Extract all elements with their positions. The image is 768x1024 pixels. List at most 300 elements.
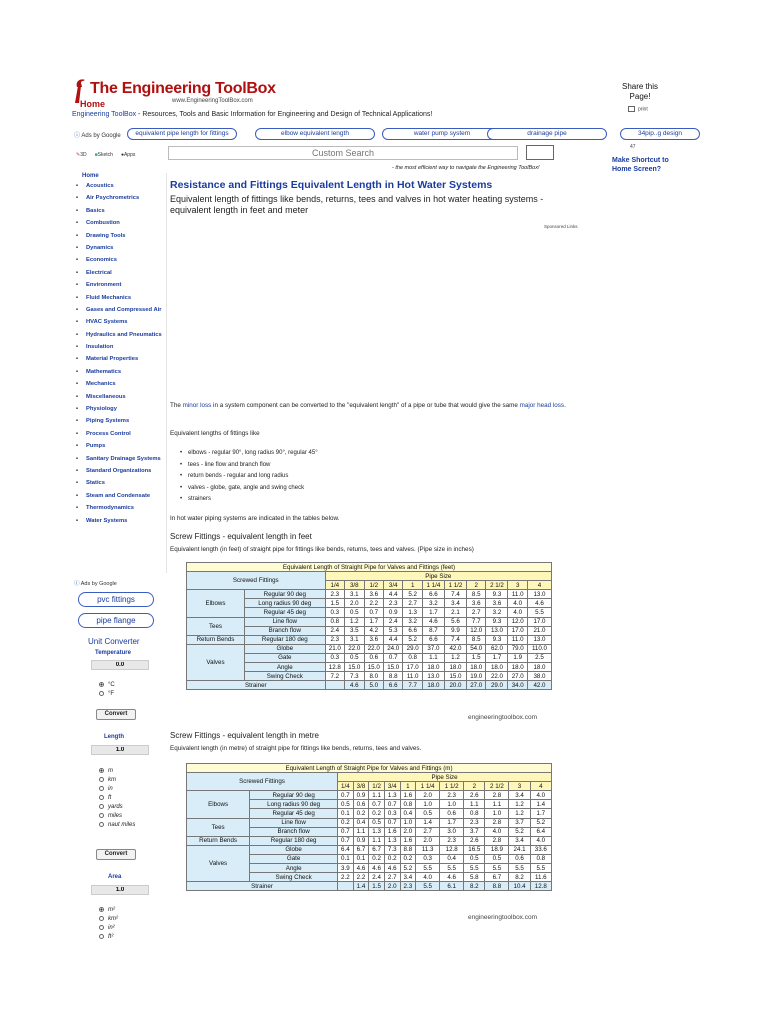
value-cell: 2.1 bbox=[444, 608, 466, 617]
sidebar-item[interactable]: • Gases and Compressed Air bbox=[76, 307, 166, 314]
value-cell: 4.0 bbox=[508, 608, 527, 617]
table-caption-row bbox=[187, 764, 552, 773]
value-cell: 1.5 bbox=[466, 653, 485, 662]
value-cell: 5.2 bbox=[403, 635, 422, 644]
pipe-size-cell: 1 1/4 bbox=[422, 581, 444, 590]
sidebar-item[interactable]: • Thermodynamics bbox=[76, 505, 166, 512]
value-cell: 15.0 bbox=[444, 672, 466, 681]
fitting-name-cell: Regular 90 deg bbox=[244, 590, 325, 599]
table-header-row bbox=[187, 773, 552, 782]
value-cell: 12.0 bbox=[466, 626, 485, 635]
value-cell: 7.2 bbox=[325, 672, 344, 681]
value-cell: 3.7 bbox=[509, 818, 530, 827]
value-cell: 2.3 bbox=[383, 599, 402, 608]
table-caption-row bbox=[187, 563, 552, 572]
value-cell: 12.0 bbox=[508, 617, 527, 626]
value-cell: 3.2 bbox=[403, 617, 422, 626]
value-cell: 3.1 bbox=[345, 635, 364, 644]
length-option-naut-miles[interactable]: naut miles bbox=[99, 821, 135, 830]
length-option-yards[interactable]: yards bbox=[99, 803, 135, 812]
value-cell: 6.7 bbox=[485, 873, 509, 882]
value-cell: 0.7 bbox=[384, 800, 400, 809]
table-row bbox=[187, 681, 552, 690]
value-cell: 2.8 bbox=[485, 818, 509, 827]
sidebar-item[interactable]: • Mathematics bbox=[76, 369, 166, 376]
sidebar-nav bbox=[76, 173, 166, 530]
sidebar-item[interactable]: • Miscellaneous bbox=[76, 394, 166, 401]
sidebar-item[interactable]: • Combustion bbox=[76, 220, 166, 227]
value-cell: 6.6 bbox=[422, 590, 444, 599]
table-row bbox=[187, 836, 552, 845]
value-cell: 20.0 bbox=[444, 681, 466, 690]
length-option-ft[interactable]: ft bbox=[99, 794, 135, 803]
value-cell: 1.1 bbox=[369, 836, 385, 845]
value-cell: 6.7 bbox=[353, 845, 369, 854]
value-cell: 8.8 bbox=[383, 672, 402, 681]
value-cell: 0.5 bbox=[345, 608, 364, 617]
value-cell: 12.8 bbox=[325, 663, 344, 672]
temperature-input[interactable] bbox=[91, 660, 149, 670]
sidebar-item[interactable]: • Material Properties bbox=[76, 356, 166, 363]
table-row bbox=[187, 644, 552, 653]
sidebar-item[interactable]: • Mechanics bbox=[76, 381, 166, 388]
value-cell: 0.9 bbox=[383, 608, 402, 617]
value-cell: 0.2 bbox=[384, 854, 400, 863]
value-cell: 4.4 bbox=[383, 590, 402, 599]
value-cell: 0.3 bbox=[325, 608, 344, 617]
sidebar-item[interactable]: • Dynamics bbox=[76, 245, 166, 252]
value-cell: 79.0 bbox=[508, 644, 527, 653]
value-cell: 0.5 bbox=[338, 800, 354, 809]
sidebar-item[interactable]: • Basics bbox=[76, 208, 166, 215]
fitting-name-cell: Long radius 90 deg bbox=[250, 800, 338, 809]
major-head-loss-link[interactable]: major head loss bbox=[519, 402, 565, 409]
value-cell: 0.4 bbox=[440, 854, 464, 863]
value-cell: 4.6 bbox=[384, 864, 400, 873]
value-cell: 17.0 bbox=[527, 617, 551, 626]
fitting-name-cell: Regular 90 deg bbox=[250, 791, 338, 800]
value-cell: 4.6 bbox=[440, 873, 464, 882]
ads-by-google-sidebar: ⓘ Ads by Google bbox=[74, 581, 117, 587]
pipe-size-cell: 3 bbox=[509, 782, 530, 791]
sidebar-item[interactable]: • Process Control bbox=[76, 431, 166, 438]
value-cell: 1.7 bbox=[486, 653, 508, 662]
value-cell: 2.4 bbox=[383, 617, 402, 626]
value-cell: 2.6 bbox=[464, 791, 485, 800]
value-cell: 13.0 bbox=[486, 626, 508, 635]
ad-pill-2[interactable]: elbow equivalent length bbox=[255, 128, 375, 140]
value-cell: 8.7 bbox=[422, 626, 444, 635]
value-cell: 2.2 bbox=[338, 873, 354, 882]
info-icon: ⓘ bbox=[74, 133, 81, 139]
value-cell: 3.6 bbox=[364, 590, 383, 599]
value-cell: 19.0 bbox=[466, 672, 485, 681]
fitting-group-cell: Tees bbox=[187, 818, 250, 836]
value-cell: 1.6 bbox=[400, 791, 416, 800]
value-cell: 8.5 bbox=[466, 590, 485, 599]
value-cell: 15.0 bbox=[383, 663, 402, 672]
print-label[interactable]: print bbox=[638, 106, 648, 113]
value-cell: 1.1 bbox=[353, 827, 369, 836]
value-cell: 4.6 bbox=[353, 864, 369, 873]
value-cell: 16.5 bbox=[464, 845, 485, 854]
value-cell: 0.6 bbox=[509, 854, 530, 863]
value-cell: 4.4 bbox=[383, 635, 402, 644]
value-cell: 2.7 bbox=[403, 599, 422, 608]
page-title: Resistance and Fittings Equivalent Length in Hot Water Systems bbox=[170, 179, 493, 191]
value-cell: 8.2 bbox=[509, 873, 530, 882]
fitting-group-cell: Return Bends bbox=[187, 635, 245, 644]
fitting-name-cell: Regular 45 deg bbox=[244, 608, 325, 617]
ad-pill-3[interactable]: water pump system bbox=[382, 128, 502, 140]
metre-table-credit[interactable]: engineeringtoolbox.com bbox=[468, 914, 538, 921]
info-icon: ⓘ bbox=[74, 581, 80, 587]
value-cell: 5.5 bbox=[530, 864, 551, 873]
value-cell: 18.0 bbox=[422, 663, 444, 672]
value-cell: 2.3 bbox=[440, 836, 464, 845]
value-cell: 17.0 bbox=[403, 663, 422, 672]
value-cell: 5.5 bbox=[464, 864, 485, 873]
value-cell: 1.1 bbox=[369, 791, 385, 800]
value-cell: 3.6 bbox=[486, 599, 508, 608]
sidebar-item[interactable]: • Fluid Mechanics bbox=[76, 295, 166, 302]
value-cell: 2.0 bbox=[345, 599, 364, 608]
print-share-widget[interactable] bbox=[628, 106, 648, 112]
value-cell: 9.3 bbox=[486, 635, 508, 644]
value-cell: 3.4 bbox=[400, 873, 416, 882]
value-cell: 2.3 bbox=[400, 882, 416, 891]
area-option-ft2[interactable]: ft² bbox=[99, 933, 118, 942]
temperature-label: Temperature bbox=[95, 650, 131, 656]
value-cell: 1.3 bbox=[384, 791, 400, 800]
ad-pill-4[interactable]: drainage pipe bbox=[487, 128, 607, 140]
value-cell: 0.7 bbox=[364, 608, 383, 617]
fitting-name-cell: Regular 180 deg bbox=[250, 836, 338, 845]
value-cell: 13.0 bbox=[527, 635, 551, 644]
value-cell: 7.3 bbox=[345, 672, 364, 681]
value-cell: 10.4 bbox=[509, 882, 530, 891]
value-cell: 8.0 bbox=[364, 672, 383, 681]
value-cell: 3.4 bbox=[509, 791, 530, 800]
value-cell: 2.7 bbox=[384, 873, 400, 882]
ad-pill-5[interactable]: 34pip..g design bbox=[620, 128, 700, 140]
value-cell: 2.3 bbox=[440, 791, 464, 800]
value-cell: 0.5 bbox=[464, 854, 485, 863]
fitting-group-cell: Valves bbox=[187, 845, 250, 881]
value-cell: 11.0 bbox=[403, 672, 422, 681]
value-cell: 2.0 bbox=[400, 827, 416, 836]
value-cell: 0.8 bbox=[530, 854, 551, 863]
sidebar-item[interactable]: • Electrical bbox=[76, 270, 166, 277]
value-cell: 1.2 bbox=[444, 653, 466, 662]
value-cell: 54.0 bbox=[466, 644, 485, 653]
sidebar-item[interactable]: • Physiology bbox=[76, 406, 166, 413]
sidebar-item[interactable]: • Acoustics bbox=[76, 183, 166, 190]
value-cell: 5.5 bbox=[509, 864, 530, 873]
metre-equivalent-length-table bbox=[186, 763, 552, 891]
value-cell: 3.4 bbox=[509, 836, 530, 845]
tagline-link[interactable]: Engineering ToolBox bbox=[72, 111, 137, 118]
value-cell: 18.0 bbox=[508, 663, 527, 672]
pipe-size-cell: 1 bbox=[400, 782, 416, 791]
table-row bbox=[187, 617, 552, 626]
value-cell: 1.7 bbox=[530, 809, 551, 818]
value-cell: 13.0 bbox=[422, 672, 444, 681]
length-option-in[interactable]: in bbox=[99, 785, 135, 794]
value-cell: 3.9 bbox=[338, 864, 354, 873]
value-cell: 22.0 bbox=[364, 644, 383, 653]
bullet-item: • strainers bbox=[180, 494, 318, 506]
value-cell: 4.0 bbox=[485, 827, 509, 836]
area-option-in2[interactable]: in² bbox=[99, 924, 118, 933]
value-cell: 62.0 bbox=[486, 644, 508, 653]
length-options bbox=[99, 767, 135, 830]
value-cell: 1.3 bbox=[369, 827, 385, 836]
value-cell bbox=[325, 681, 344, 690]
value-cell: 15.0 bbox=[364, 663, 383, 672]
value-cell: 2.0 bbox=[384, 882, 400, 891]
value-cell: 0.8 bbox=[400, 800, 416, 809]
value-cell: 38.0 bbox=[527, 672, 551, 681]
intro-paragraph: The minor loss in a system component can be converted to the "equivalent length" of a pipe or tube that would give the same major head loss. bbox=[170, 402, 566, 409]
value-cell: 0.6 bbox=[440, 809, 464, 818]
value-cell: 18.0 bbox=[422, 681, 444, 690]
make-shortcut-link[interactable]: Make Shortcut to Home Screen? bbox=[612, 157, 669, 173]
value-cell: 1.3 bbox=[403, 608, 422, 617]
table-header-row bbox=[187, 572, 552, 581]
tagline-text: - Resources, Tools and Basic Information for Engineering and Design of Technical Applications! bbox=[136, 111, 433, 118]
value-cell: 1.4 bbox=[530, 800, 551, 809]
sidebar-home-link[interactable]: Home bbox=[82, 173, 99, 179]
fitting-name-cell: Branch flow bbox=[250, 827, 338, 836]
convert-temperature-button[interactable]: Convert bbox=[96, 709, 136, 720]
table-caption: Equivalent Length of Straight Pipe for Valves and Fittings (feet) bbox=[187, 563, 552, 572]
fitting-name-cell: Angle bbox=[244, 663, 325, 672]
table-row bbox=[187, 590, 552, 599]
value-cell: 2.0 bbox=[416, 791, 440, 800]
value-cell: 0.1 bbox=[353, 854, 369, 863]
value-cell: 5.2 bbox=[509, 827, 530, 836]
sidebar-item[interactable]: • Statics bbox=[76, 480, 166, 487]
value-cell: 0.6 bbox=[353, 800, 369, 809]
temp-option-c[interactable]: °C bbox=[99, 681, 115, 690]
table-row bbox=[187, 818, 552, 827]
value-cell: 6.6 bbox=[383, 681, 402, 690]
sketch-tool-icon[interactable]: ■Sketch bbox=[94, 152, 113, 158]
printer-icon bbox=[628, 106, 635, 112]
value-cell: 0.4 bbox=[353, 818, 369, 827]
value-cell: 3.4 bbox=[444, 599, 466, 608]
value-cell: 7.7 bbox=[403, 681, 422, 690]
value-cell: 18.9 bbox=[485, 845, 509, 854]
value-cell: 4.0 bbox=[530, 836, 551, 845]
home-link[interactable]: Home bbox=[80, 99, 106, 109]
length-option-m[interactable]: m bbox=[99, 767, 135, 776]
value-cell: 0.1 bbox=[338, 809, 354, 818]
pipe-size-cell: 3/8 bbox=[353, 782, 369, 791]
value-cell: 17.0 bbox=[508, 626, 527, 635]
pipe-size-cell: 1 bbox=[403, 581, 422, 590]
feet-table-credit[interactable]: engineeringtoolbox.com bbox=[468, 714, 538, 721]
pipe-size-cell: 1/2 bbox=[369, 782, 385, 791]
value-cell: 1.5 bbox=[369, 882, 385, 891]
fitting-name-cell: Regular 45 deg bbox=[250, 809, 338, 818]
value-cell: 6.6 bbox=[403, 626, 422, 635]
value-cell: 0.5 bbox=[416, 809, 440, 818]
value-cell: 8.5 bbox=[466, 635, 485, 644]
fitting-name-cell: Line flow bbox=[250, 818, 338, 827]
value-cell: 1.6 bbox=[384, 827, 400, 836]
efficient-navigation-note: - the most efficient way to navigate the Engineering ToolBox! bbox=[392, 165, 540, 171]
sidebar-item[interactable]: • Water Systems bbox=[76, 518, 166, 525]
sidebar-item[interactable]: • Drawing Tools bbox=[76, 233, 166, 240]
value-cell: 7.4 bbox=[444, 590, 466, 599]
ads-by-google-top: ⓘ Ads by Google bbox=[74, 133, 121, 139]
value-cell: 1.2 bbox=[345, 617, 364, 626]
value-cell: 0.2 bbox=[353, 809, 369, 818]
pipe-size-cell: 3/8 bbox=[345, 581, 364, 590]
value-cell: 8.2 bbox=[464, 882, 485, 891]
ad-pill-pipe-flange[interactable]: pipe flange bbox=[78, 613, 154, 628]
value-cell: 0.6 bbox=[364, 653, 383, 662]
sidebar-item[interactable]: • Environment bbox=[76, 282, 166, 289]
value-cell: 9.3 bbox=[486, 590, 508, 599]
convert-length-button[interactable]: Convert bbox=[96, 849, 136, 860]
value-cell: 5.6 bbox=[444, 617, 466, 626]
value-cell: 5.5 bbox=[527, 608, 551, 617]
value-cell: 1.7 bbox=[364, 617, 383, 626]
value-cell: 4.0 bbox=[416, 873, 440, 882]
value-cell: 5.2 bbox=[403, 590, 422, 599]
value-cell: 18.0 bbox=[444, 663, 466, 672]
value-cell: 1.9 bbox=[508, 653, 527, 662]
value-cell: 110.0 bbox=[527, 644, 551, 653]
value-cell: 0.7 bbox=[338, 827, 354, 836]
page-lead: Equivalent length of fittings like bends, returns, tees and valves in hot water heating systems - equivalent length in feet and meter bbox=[170, 194, 544, 215]
sidebar-item[interactable]: • Air Psychrometrics bbox=[76, 195, 166, 202]
sidebar-item[interactable]: • Sanitary Drainage Systems bbox=[76, 456, 166, 463]
pipe-size-cell: 3/4 bbox=[383, 581, 402, 590]
value-cell: 1.0 bbox=[400, 818, 416, 827]
custom-search-input[interactable] bbox=[168, 146, 518, 160]
value-cell: 0.9 bbox=[353, 836, 369, 845]
sidebar-item[interactable]: • Pumps bbox=[76, 443, 166, 450]
value-cell: 21.0 bbox=[527, 626, 551, 635]
tables-intro: In hot water piping systems are indicated in the tables below. bbox=[170, 515, 340, 522]
value-cell: 5.3 bbox=[383, 626, 402, 635]
value-cell: 2.2 bbox=[364, 599, 383, 608]
value-cell: 2.7 bbox=[416, 827, 440, 836]
sidebar-item[interactable]: • Piping Systems bbox=[76, 418, 166, 425]
sidebar-item[interactable]: • Standard Organizations bbox=[76, 468, 166, 475]
fitting-name-cell: Regular 180 deg bbox=[244, 635, 325, 644]
area-option-km2[interactable]: km² bbox=[99, 915, 118, 924]
value-cell: 42.0 bbox=[527, 681, 551, 690]
pipe-size-cell: 1/2 bbox=[364, 581, 383, 590]
strainer-label-cell: Strainer bbox=[187, 882, 338, 891]
length-option-miles[interactable]: miles bbox=[99, 812, 135, 821]
value-cell: 4.6 bbox=[345, 681, 364, 690]
value-cell: 4.0 bbox=[508, 599, 527, 608]
pipe-size-cell: 1 1/4 bbox=[416, 782, 440, 791]
value-cell: 2.3 bbox=[325, 635, 344, 644]
value-cell: 8.8 bbox=[485, 882, 509, 891]
metre-section-heading: Screw Fittings - equivalent length in metre bbox=[170, 731, 319, 740]
site-logo-title[interactable]: The Engineering ToolBox bbox=[90, 80, 276, 97]
pipe-size-header: Pipe Size bbox=[325, 572, 551, 581]
value-cell: 27.0 bbox=[508, 672, 527, 681]
value-cell: 8.8 bbox=[400, 845, 416, 854]
fitting-name-cell: Line flow bbox=[244, 617, 325, 626]
3d-tool-icon[interactable]: ✎3D bbox=[76, 152, 87, 158]
site-url: www.EngineeringToolBox.com bbox=[172, 98, 253, 104]
value-cell: 2.7 bbox=[466, 608, 485, 617]
value-cell: 1.0 bbox=[485, 809, 509, 818]
value-cell: 1.4 bbox=[416, 818, 440, 827]
ad-pill-1[interactable]: equivalent pipe length for fittings bbox=[127, 128, 237, 140]
area-option-m2[interactable]: m² bbox=[99, 906, 118, 915]
value-cell: 6.4 bbox=[338, 845, 354, 854]
fittings-intro: Equivalent lengths of fittings like bbox=[170, 430, 260, 437]
fitting-name-cell: Branch flow bbox=[244, 626, 325, 635]
sidebar-item[interactable]: • Economics bbox=[76, 257, 166, 264]
apps-tool-icon[interactable]: ●Apps bbox=[120, 152, 136, 158]
pipe-size-cell: 3 bbox=[508, 581, 527, 590]
value-cell: 11.0 bbox=[508, 590, 527, 599]
sidebar-item[interactable]: • Steam and Condensate bbox=[76, 493, 166, 500]
value-cell: 2.3 bbox=[325, 590, 344, 599]
value-cell: 4.6 bbox=[422, 617, 444, 626]
ad-pill-pvc-fittings[interactable]: pvc fittings bbox=[78, 592, 154, 607]
share-label[interactable]: Share this Page! bbox=[621, 82, 659, 101]
table-row bbox=[187, 845, 552, 854]
area-input[interactable] bbox=[91, 885, 149, 895]
value-cell: 5.5 bbox=[485, 864, 509, 873]
value-cell: 3.1 bbox=[345, 590, 364, 599]
temp-option-f[interactable]: °F bbox=[99, 690, 115, 699]
value-cell: 1.0 bbox=[416, 800, 440, 809]
sidebar-divider bbox=[166, 173, 167, 573]
temperature-options bbox=[99, 681, 115, 699]
value-cell: 5.8 bbox=[464, 873, 485, 882]
screwed-fittings-header: Screwed Fittings bbox=[187, 572, 326, 590]
value-cell: 29.0 bbox=[486, 681, 508, 690]
bullet-item: • return bends - regular and long radius bbox=[180, 471, 318, 483]
site-tagline bbox=[72, 111, 432, 118]
pipe-size-cell: 2 1/2 bbox=[486, 581, 508, 590]
pipe-size-cell: 1 1/2 bbox=[440, 782, 464, 791]
sidebar-item[interactable]: • Insulation bbox=[76, 344, 166, 351]
length-option-km[interactable]: km bbox=[99, 776, 135, 785]
value-cell: 18.0 bbox=[527, 663, 551, 672]
feet-section-note: Equivalent length (in feet) of straight pipe for fittings like bends, returns, tees and valves. (Pipe size in inches) bbox=[170, 546, 474, 553]
value-cell: 1.1 bbox=[485, 800, 509, 809]
value-cell: 1.2 bbox=[509, 800, 530, 809]
value-cell: 0.7 bbox=[383, 653, 402, 662]
sidebar-item[interactable]: • Hydraulics and Pneumatics bbox=[76, 332, 166, 339]
length-input[interactable] bbox=[91, 745, 149, 755]
minor-loss-link[interactable]: minor loss bbox=[182, 402, 212, 409]
area-label: Area bbox=[108, 874, 122, 880]
sponsored-links-label: Sponsored Links bbox=[544, 224, 578, 229]
value-cell: 3.7 bbox=[464, 827, 485, 836]
value-cell: 1.5 bbox=[325, 599, 344, 608]
sidebar-item[interactable]: • HVAC Systems bbox=[76, 319, 166, 326]
value-cell: 5.5 bbox=[416, 864, 440, 873]
value-cell: 12.8 bbox=[440, 845, 464, 854]
search-button[interactable] bbox=[526, 145, 554, 160]
value-cell: 7.4 bbox=[444, 635, 466, 644]
